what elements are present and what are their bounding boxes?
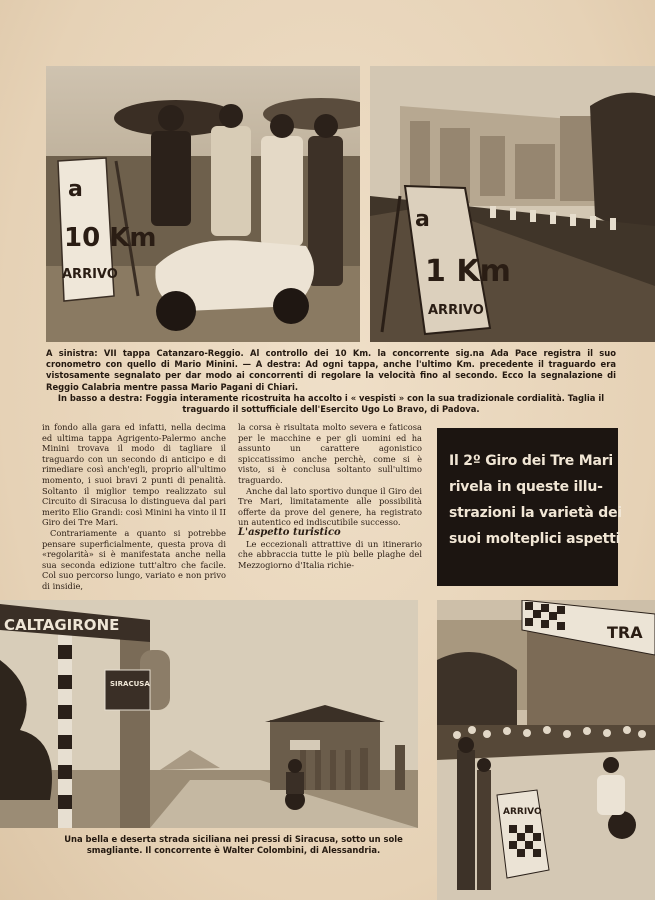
caption-bottom: Una bella e deserta strada siciliana nei pressi di Siracusa, sotto un sole smagliante. Il concorrente è Walter Colombini, di Alessandria.: [64, 834, 403, 856]
caption-top-para2: In basso a destra: Foggia interamente ricostruita ha accolto i « vespisti » con la sua tradizionale cordialità. Taglia il traguardo il sottufficiale dell'Esercito Ugo Lo Bravo, di Padova.: [57, 392, 605, 415]
photo-siracusa-road: [0, 600, 418, 828]
banner-line-3: strazioni la varietà dei: [449, 505, 623, 521]
sign-1km-arrivo: ARRIVO: [428, 303, 484, 318]
caption-top: [46, 348, 616, 415]
banner-line-4: suoi molteplici aspetti: [449, 531, 621, 547]
photo-checkpoint-10km: [46, 66, 360, 342]
sign-10km-distance: 10 Km: [64, 223, 157, 253]
sign-1km-a: a: [415, 207, 430, 232]
article-col2-p2: Anche dal lato sportivo dunque il Giro dei Tre Mari, limitatamente alle possibilità offerte da prove del genere, ha registrato un autentico ed indiscutibile successo.: [238, 485, 422, 528]
article-col2-p3: Le eccezionali attrattive di un itinerario che abbraccia tutte le più belle plaghe del Mezzogiorno d'Italia richie-: [238, 538, 422, 570]
photo-reggio-1km: [370, 66, 655, 342]
article-column-2: [238, 422, 422, 570]
article-subhead: L'aspetto turistico: [238, 526, 341, 538]
finish-sign-text: ARRIVO: [503, 807, 542, 817]
sign-10km-arrivo: ARRIVO: [62, 267, 118, 282]
town-sign-text: CALTAGIRONE: [4, 616, 120, 634]
caption-top-para1: A sinistra: VII tappa Catanzaro-Reggio. Al controllo dei 10 Km. la concorrente sig.na Ada Pace registra il suo cronometro con quello di Mario Minini. — A destra: Ad ogni tappa, anche l'ultimo Km. precedente il traguardo era vistosamente segnalato per dar modo ai concorrenti di regolare la velocità fino al secondo. Ecco la segnalazione di Reggio Calabria mentre passa Mario Pagani di Chiari.: [46, 348, 616, 392]
banner-line-1: Il 2º Giro dei Tre Mari: [449, 453, 614, 469]
finish-banner-text: TRA: [607, 623, 643, 642]
road-sign-text: SIRACUSA: [110, 680, 150, 688]
photo-foggia-finish: [437, 600, 655, 900]
article-column-1: [42, 422, 226, 592]
sign-1km-distance: 1 Km: [425, 254, 511, 289]
article-col1-p2: Contrariamente a quanto si potrebbe pensare superficialmente, questa prova di «regolarità» si è manifestata anche nella sua seconda edizione tutt'altro che facile. Col suo percorso lungo, variato e non privo di insidie,: [42, 527, 226, 591]
article-col1-p1: in fondo alla gara ed infatti, nella decima ed ultima tappa Agrigento-Palermo anche Minini trovava il modo di tagliare il traguardo con un secondo di anticipo e di rimediare così anch'egli, proprio all'ultimo momento, i suoi bravi 2 punti di penalità. Soltanto il miglior tempo realizzato sul Circuito di Siracusa lo distingueva dal pari merito Elio Grandi: così Minini ha vinto il II Giro dei Tre Mari.: [42, 422, 226, 528]
sign-10km-a: a: [68, 177, 83, 202]
headline-banner: [437, 428, 623, 586]
article-col2-p1: la corsa è risultata molto severa e faticosa per le macchine e per gli uomini ed ha assunto un carattere agonistico spiccatissimo anche perchè, come si è visto, si è conclusa soltanto sull'ultimo traguardo.: [238, 422, 422, 485]
banner-line-2: rivela in queste illu-: [449, 479, 603, 495]
